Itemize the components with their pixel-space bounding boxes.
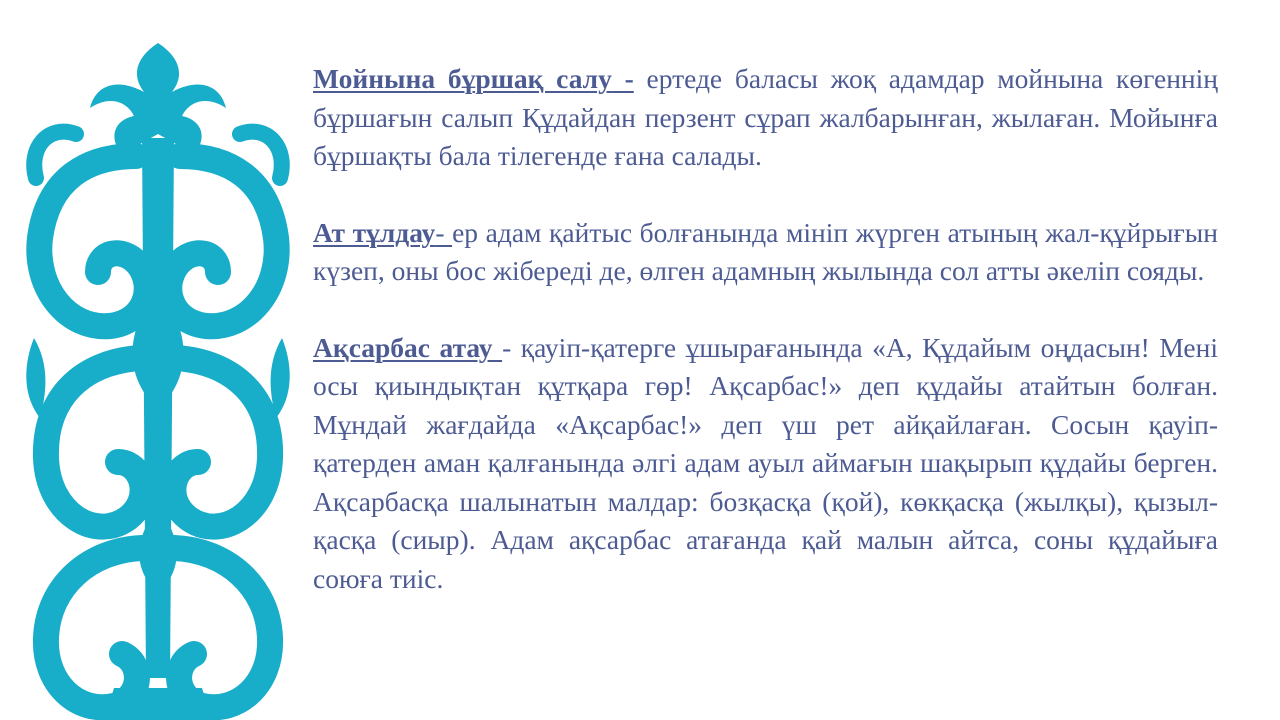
term-at-tuldau: Ат тұлдау — [313, 216, 436, 248]
term-separator: - — [611, 63, 634, 94]
term-aksarbas-atau: Ақсарбас атау — [313, 331, 493, 363]
paragraph-text: ертеде баласы жоқ адамдар мойнына көгеннің бұршағын салып Құдайдан перзент сұрап жалбарынған, жылаған. Мойынға бұршақты бала тілегенде ғана салады. — [313, 63, 1218, 171]
paragraph-text: - қауіп-қатерге ұшырағанында «А, Құдайым оңдасын! Мені осы қиындықтан құтқара гөр! Ақсарбас!» деп құдайы атайтын болған. Мұндай жағдайда «Ақсарбас!» деп үш рет айқайлаған. Сосын қауіп-қатерден аман қалғанында әлгі адам ауыл аймағын шақырып құдайы берген. Ақсарбасқа шалынатын малдар: бозқасқа (қой), көкқасқа (жылқы), қызыл-қасқа (сиыр). Адам ақсарбас атағанда қай малын айтса, соны құдайыға союға тиіс. — [313, 331, 1218, 594]
paragraph-moiynyna-burshak — [313, 60, 1218, 176]
term-separator: - — [435, 216, 453, 248]
term-moiynyna-burshak: Мойнына бұршақ салу — [313, 63, 612, 94]
text-content — [313, 60, 1218, 636]
paragraph-at-tuldau — [313, 214, 1218, 291]
kazakh-ornament-icon — [18, 38, 290, 720]
term-separator — [493, 332, 503, 363]
paragraph-text: ер адам қайтыс болғанында мініп жүрген атының жал-құйрығын күзеп, оны бос жібереді де, өлген адамның жылында сол атты әкеліп сояды. — [313, 216, 1218, 286]
paragraph-aksarbas-atau — [313, 329, 1218, 599]
